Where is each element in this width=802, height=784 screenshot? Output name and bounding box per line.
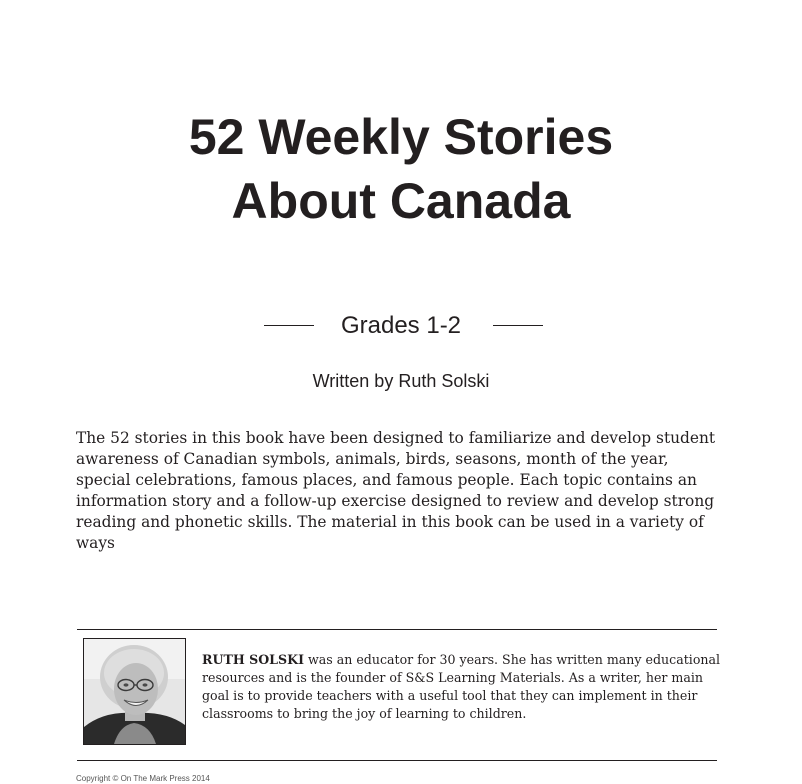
author-bio [202, 651, 722, 723]
bio-top-divider [77, 629, 717, 630]
book-title-line-2: About Canada [231, 173, 571, 229]
bio-bottom-divider [77, 760, 717, 761]
author-line: Written by Ruth Solski [312, 371, 490, 391]
author-bio-text: was an educator for 30 years. She has written many educational resources and is the founder of S&S Learning Materials. As a writer, her main goal is to provide teachers with a useful tool that they can implement in their classrooms to bring the joy of learning to children. [202, 652, 721, 721]
copyright-notice: Copyright © On The Mark Press 2014 [76, 774, 210, 783]
grades-label: Grades 1-2 [340, 312, 462, 339]
book-description: The 52 stories in this book have been designed to familiarize and develop student awareness of Canadian symbols, animals, birds, seasons, month of the year, special celebrations, famous places, and famous people. Each topic contains an information story and a follow-up exercise designed to review and develop strong reading and phonetic skills. The material in this book can be used in a variety of ways [76, 429, 716, 552]
author-bio-name: RUTH SOLSKI [202, 652, 304, 667]
grades-right-rule [493, 325, 543, 326]
grades-section [0, 306, 802, 346]
book-title-line-1: 52 Weekly Stories [188, 109, 614, 165]
author-photo [83, 638, 186, 745]
